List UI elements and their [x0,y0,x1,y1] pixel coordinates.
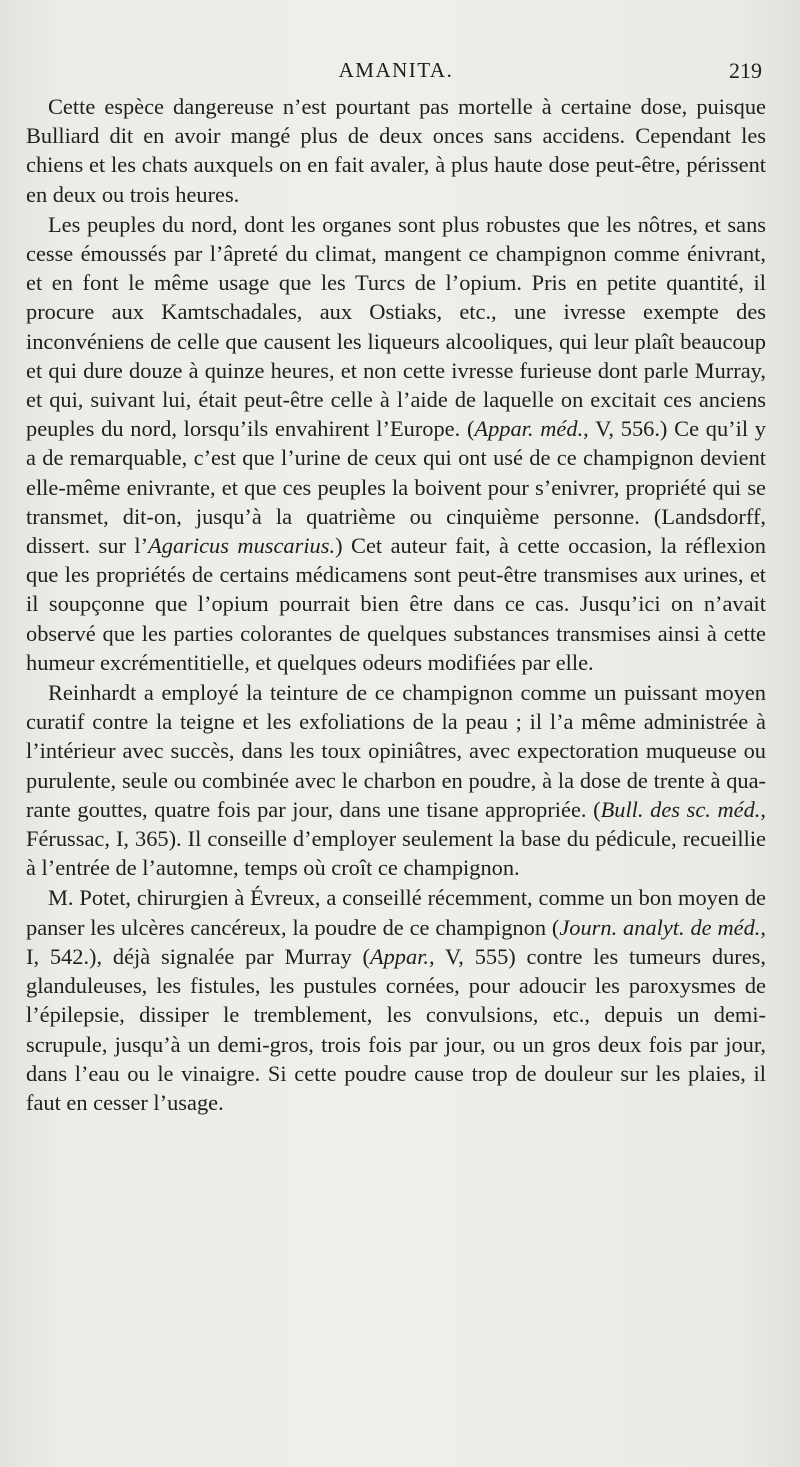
citation-bull-sc-med: Bull. des sc. méd. [600,796,761,822]
species-name: Agaricus muscarius. [148,533,336,559]
citation-appar: Appar. [369,943,430,969]
text-span: ) Cet auteur fait, à cette occasion, la réflexion que les propriétés de certains médicamens sont peut-être transmises aux urines, et il soupçonne que l’opium pourrait bien être dans ce cas. Jusqu’ici on n’avait observé que les parties colorantes de quelques substances transmises ainsi à cette humeur excrémentitielle, et quelques odeurs modifiées par elle. [26,533,767,675]
paragraph-1 [26,92,766,209]
text-span: M. Potet, chirurgien à Évreux, a conseillé récemment, comme un bon moyen de panser les ulcères cancéreux, la poudre de ce champignon ( [26,885,766,940]
text-span: Les peuples du nord, dont les organes sont plus robustes que les nôtres, et sans cesse émoussés par l’âpreté du climat, mangent ce champignon comme énivrant, et en font le même usage que les Turcs de l’opium. Pris en petite quantité, il procure aux Kamtschadales, aux Ostiaks, etc., une ivresse exempte des inconvéniens de celle que causent les liqueurs alcooliques, qui leur plaît beaucoup et qui dure douze à quinze heures, et non cette ivresse furieuse dont parle Murray, et qui, suivant lui, était peut-être celle à l’aide de laquelle on excitait ces anciens peuples du nord, lorsqu’ils envahirent l’Europe. ( [26,211,766,442]
paragraph-4 [26,883,766,1117]
text-span: , V, 556.) Ce qu’il y a de remarquable, c’est que l’urine de ceux qui ont usé de ce champignon devient elle-même enivrante, et que ces peuples la boivent pour s’enivrer, propriété qui se transmet, dit-on, jusqu’à la quatrième ou cinquième personne. (Landsdorff, dissert. sur l’ [26,416,767,559]
running-head [26,58,766,92]
paragraph-2 [26,210,766,677]
text-span: Cette espèce dangereuse n’est pourtant pas mortelle à certaine dose, puisque Bulliard dit en avoir mangé plus de deux onces sans accidens. Cependant les chiens et les chats auxquels on en fait avaler, à plus haute dose peut-être, périssent en deux ou trois heures. [26,94,766,207]
running-title: AMANITA. [338,58,454,82]
text-span: , I, 542.), déjà signalée par Murray ( [26,914,766,969]
body-text [26,92,766,1117]
text-span: Reinhardt a employé la teinture de ce champignon comme un puissant moyen curatif contre la teigne et les exfoliations de la peau ; il l’a même administrée à l’intérieur avec succès, dans les toux opiniâtres, avec expectoration muqueuse ou purulente, seule ou combinée avec le charbon en poudre, à la dose de trente à quarante gouttes, quatre fois par jour, dans une tisane appropriée. ( [26,680,766,822]
citation-journ-analyt: Journ. analyt. de méd. [559,914,761,940]
text-span: , Férussac, I, 365). Il conseille d’employer seulement la base du pédicule, recueillie à l’entrée de l’automne, temps où croît ce champignon. [26,796,766,881]
page-number: 219 [729,58,762,83]
paragraph-3 [26,678,766,882]
citation-appar-med: Appar. méd. [474,416,584,442]
text-span: , V, 555) contre les tumeurs dures, glanduleuses, les fistules, les pustules cornées, pour adoucir les paroxysmes de l’épilepsie, dissiper le tremblement, les convulsions, etc., depuis un demi-scrupule, jusqu’à un demi-gros, trois fois par jour, ou un gros deux fois par jour, dans l’eau ou le vinaigre. Si cette poudre cause trop de douleur sur les plaies, il faut en cesser l’usage. [26,943,766,1115]
